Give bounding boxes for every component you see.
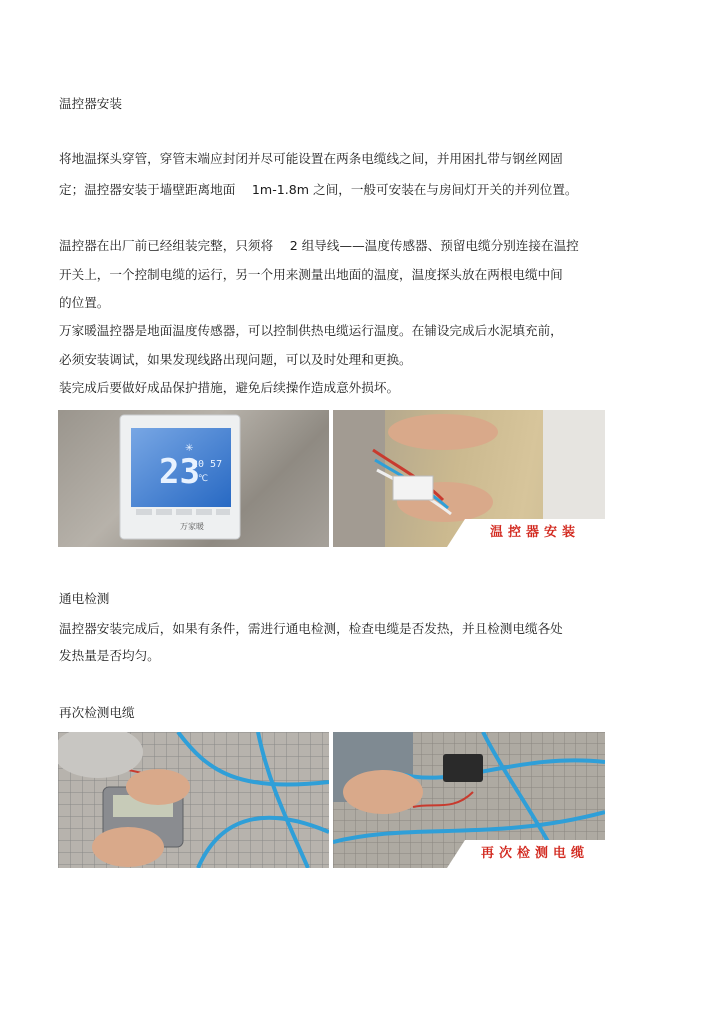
install-p2-line3: 的位置。 [59, 295, 110, 310]
section-heading-install: 温控器安装 [59, 96, 122, 111]
mesh-cables-illustration-1 [58, 732, 329, 868]
install-p2-line5: 必须安装调试，如果发现线路出现问题，可以及时处理和更换。 [59, 352, 412, 367]
thermostat-brand: 万家暖 [180, 522, 204, 531]
install-p2-line2: 开关上，一个控制电缆的运行，另一个用来测量出地面的温度，温度探头放在两根电缆中间 [59, 267, 563, 282]
section-heading-power-test: 通电检测 [59, 591, 110, 606]
install-p1-line2: 定；温控器安装于墙壁距离地面 1m-1.8m 之间，一般可安装在与房间灯开关的并列位置。 [59, 182, 578, 197]
thermostat-photo [58, 410, 329, 547]
install-p2-line1: 温控器在出厂前已经组装完整，只须将 2 组导线——温度传感器、预留电缆分别连接在温控 [59, 238, 579, 253]
thermostat-temp: 23 [159, 452, 200, 492]
retest-photo-caption: 再次检测电缆 [465, 840, 605, 868]
snowflake-icon: ✳ [185, 443, 194, 454]
thermostat-illustration [58, 410, 329, 547]
install-p2-line6: 装完成后要做好成品保护措施，避免后续操作造成意外损坏。 [59, 380, 400, 395]
cable-test-photo-2 [333, 732, 605, 868]
power-test-line1: 温控器安装完成后，如果有条件，需进行通电检测，检查电缆是否发热，并且检测电缆各处 [59, 621, 563, 636]
cable-test-photo-1 [58, 732, 329, 868]
power-test-line2: 发热量是否均匀。 [59, 648, 160, 663]
section-heading-retest: 再次检测电缆 [59, 705, 135, 720]
install-p1-line1: 将地温探头穿管，穿管末端应封闭并尽可能设置在两条电缆线之间，并用困扎带与钢丝网固 [59, 151, 563, 166]
install-photo-caption: 温控器安装 [465, 519, 605, 547]
install-p2-line4: 万家暖温控器是地面温度传感器，可以控制供热电缆运行温度。在铺设完成后水泥填充前， [59, 323, 563, 338]
thermostat-time: 20 57 [192, 459, 223, 470]
thermostat-unit: ℃ [198, 474, 209, 484]
wiring-photo [333, 410, 605, 547]
